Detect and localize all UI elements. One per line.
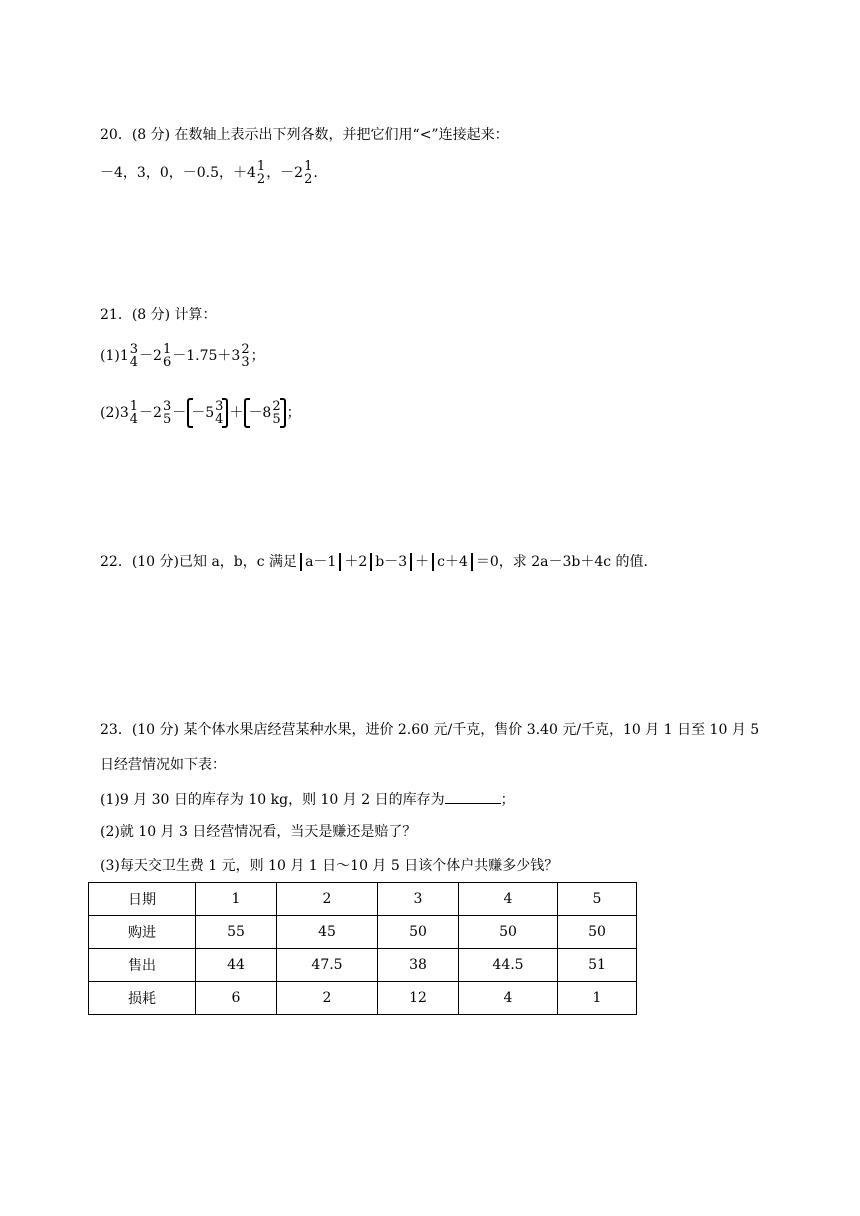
fraction: 3 4 xyxy=(129,342,139,370)
q21-stem: 21．(8 分) 计算： xyxy=(100,307,217,323)
table-cell: 2 xyxy=(277,883,378,916)
abs-bar xyxy=(339,553,341,571)
table-cell: 38 xyxy=(378,949,459,982)
q22-stem: 22．(10 分)已知 a，b，c 满足 a－1 ＋2 b－3 ＋ c＋4 ＝0，求 2a－3b＋4c 的值. xyxy=(100,554,649,570)
table-cell: 50 xyxy=(378,916,459,949)
paren-group: －8 2 5 xyxy=(244,400,285,426)
paren-group: －5 3 4 xyxy=(187,400,228,426)
q20-nums-a: －4，3，0，－0.5，＋4 xyxy=(100,165,256,181)
table-cell: 50 xyxy=(558,916,637,949)
table-row xyxy=(89,982,637,1015)
table-cell: 6 xyxy=(196,982,277,1015)
table-cell: 51 xyxy=(558,949,637,982)
table-cell: 2 xyxy=(277,982,378,1015)
fraction: 3 5 xyxy=(162,399,172,427)
table-row xyxy=(89,949,637,982)
table-cell: 12 xyxy=(378,982,459,1015)
q21-part2: (2)3 1 4 －2 3 5 － －5 3 4 ＋ －8 2 5 ； xyxy=(100,399,301,427)
table-cell: 4 xyxy=(459,982,558,1015)
q23-sub1: (1)9 月 30 日的库存为 10 kg，则 10 月 2 日的库存为 ； xyxy=(100,789,515,810)
table-cell: 47.5 xyxy=(277,949,378,982)
q23-stem-line1: 23．(10 分) 某个体水果店经营某种水果，进价 2.60 元/千克，售价 3.40 元/千克，10 月 1 日至 10 月 5 xyxy=(100,722,760,738)
fraction: 1 2 xyxy=(256,159,266,187)
abs-bar xyxy=(370,553,372,571)
fraction: 3 4 xyxy=(215,399,224,427)
table-row xyxy=(89,916,637,949)
abs-bar xyxy=(471,553,473,571)
abs-bar xyxy=(432,553,434,571)
table-row-header: 售出 xyxy=(89,949,196,982)
table-cell: 1 xyxy=(558,982,637,1015)
q23-sub3: (3)每天交卫生费 1 元，则 10 月 1 日～10 月 5 日该个体户共赚多少钱？ xyxy=(100,858,559,874)
answer-blank xyxy=(445,789,501,804)
abs-bar xyxy=(410,553,412,571)
table-cell: 3 xyxy=(378,883,459,916)
table-row xyxy=(89,883,637,916)
fraction: 2 5 xyxy=(272,399,281,427)
table-cell: 50 xyxy=(459,916,558,949)
q20-stem: 20．(8 分) 在数轴上表示出下列各数，并把它们用“<”连接起来： xyxy=(100,127,509,143)
fraction: 1 2 xyxy=(304,159,313,187)
table-row-header: 日期 xyxy=(89,883,196,916)
fraction: 1 6 xyxy=(162,342,172,370)
table-cell: 1 xyxy=(196,883,277,916)
table-row-header: 购进 xyxy=(89,916,196,949)
q20-nums-b: ，－2 xyxy=(266,165,304,181)
q23-stem-line2: 日经营情况如下表： xyxy=(100,757,226,773)
table-cell: 44 xyxy=(196,949,277,982)
table-cell: 55 xyxy=(196,916,277,949)
q21-part1: (1)1 3 4 －2 1 6 －1.75＋3 2 3 ； xyxy=(100,342,265,370)
sales-table xyxy=(88,882,637,1015)
abs-bar xyxy=(300,553,302,571)
table-cell: 5 xyxy=(558,883,637,916)
table-cell: 4 xyxy=(459,883,558,916)
table-cell: 44.5 xyxy=(459,949,558,982)
fraction: 1 4 xyxy=(129,399,139,427)
table-row-header: 损耗 xyxy=(89,982,196,1015)
q20-numbers: －4，3，0，－0.5，＋4 1 2 ，－2 1 2 . xyxy=(100,159,318,187)
table-cell: 45 xyxy=(277,916,378,949)
fraction: 2 3 xyxy=(241,342,250,370)
q23-sub2: (2)就 10 月 3 日经营情况看，当天是赚还是赔了？ xyxy=(100,824,417,840)
